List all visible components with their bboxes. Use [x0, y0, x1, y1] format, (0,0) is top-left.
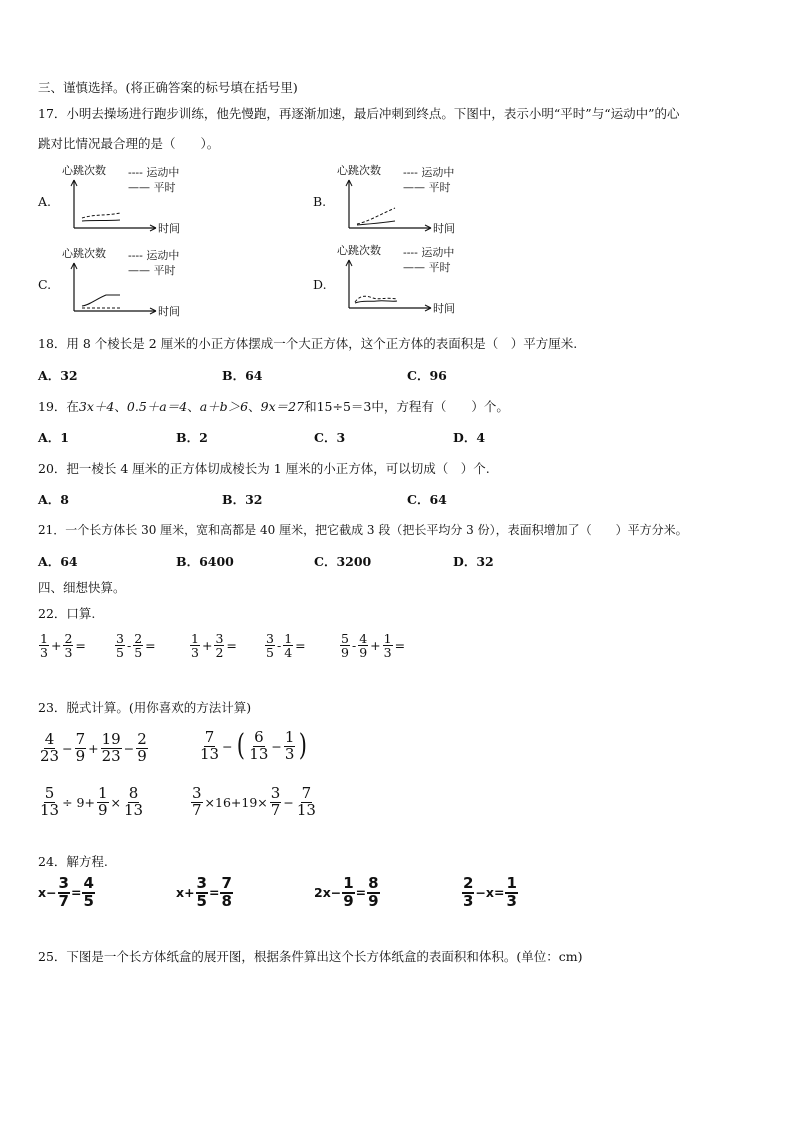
- q17-text-line2: 跳对比情况最合理的是（ ）。: [38, 136, 220, 151]
- fraction: $\frac{3}{5}$: [196, 874, 207, 910]
- q19-sep-4: 和: [304, 399, 317, 414]
- q18-option-c: C．96: [407, 368, 447, 383]
- q23-expr-1: $\frac{4}{23}$ − $\frac{7}{9}$ + $\frac{19}{23}$ − $\frac{2}{9}$: [40, 730, 147, 765]
- fraction: $\frac{19}{23}$: [101, 730, 121, 765]
- graph-d-legend-exercise: ---- 运动中: [403, 246, 455, 259]
- fraction: $\frac{3}{5}$: [116, 631, 124, 661]
- fraction: $\frac{1}{3}$: [284, 728, 295, 763]
- right-paren: ): [299, 728, 308, 764]
- fraction: $\frac{7}{8}$: [221, 874, 232, 910]
- q20-option-a: A．8: [38, 492, 69, 507]
- q17-graph-d: [335, 242, 485, 314]
- graph-b-legend-exercise: ---- 运动中: [403, 166, 455, 179]
- graph-a-legend-normal: —— 平时: [128, 181, 176, 194]
- left-paren: (: [236, 728, 245, 764]
- fraction: $\frac{3}{7}$: [192, 784, 202, 819]
- q24-eq-4: $\frac{2}{3}$ −x= $\frac{1}{3}$: [463, 874, 517, 910]
- q22-expr-1: $\frac{1}{3}$ + $\frac{2}{3}$ =: [40, 631, 86, 661]
- q19-option-d: D．4: [453, 430, 486, 445]
- q19-sep-3: 、: [248, 399, 261, 414]
- fraction: $\frac{2}{3}$: [64, 631, 73, 661]
- q21-option-c: C．3200: [314, 554, 372, 569]
- q17-option-a-label: A.: [38, 194, 52, 209]
- graph-c-ylabel: 心跳次数: [62, 247, 106, 260]
- fraction: $\frac{1}{9}$: [97, 784, 108, 819]
- q19-option-b: B．2: [176, 430, 208, 445]
- graph-d-ylabel: 心跳次数: [337, 244, 381, 257]
- q17-option-c-label: C.: [38, 277, 52, 292]
- q17-option-d-label: D.: [313, 277, 327, 292]
- q19-text: [38, 397, 509, 415]
- q17-option-b-label: B.: [313, 194, 327, 209]
- fraction: $\frac{1}{9}$: [343, 874, 354, 910]
- q21-option-a: A．64: [38, 554, 78, 569]
- fraction: $\frac{3}{2}$: [215, 631, 224, 661]
- fraction: $\frac{7}{9}$: [75, 730, 86, 765]
- q19-expr-4: 9x＝27: [260, 399, 305, 414]
- fraction: $\frac{3}{7}$: [58, 874, 69, 910]
- q22-expr-2: $\frac{3}{5}$ - $\frac{2}{5}$ =: [116, 631, 156, 661]
- q23-expr-2: $\frac{7}{13}$ − ( $\frac{6}{13}$ − $\frac{1}{3}$ ): [200, 728, 308, 764]
- fraction: $\frac{4}{5}$: [83, 874, 94, 910]
- graph-a-xlabel: 时间: [158, 222, 180, 234]
- fraction: $\frac{7}{13}$: [200, 728, 220, 763]
- graph-c-legend-normal: —— 平时: [128, 264, 176, 277]
- fraction: $\frac{1}{3}$: [506, 874, 517, 910]
- q17-text-line1: 17．小明去操场进行跑步训练，他先慢跑，再逐渐加速，最后冲刺到终点。下图中，表示小明“平时”与“运动中”的心: [38, 106, 680, 121]
- graph-a-ylabel: 心跳次数: [62, 164, 106, 177]
- section-3-title: 三、谨慎选择。(将正确答案的标号填在括号里): [38, 80, 298, 95]
- graph-c-xlabel: 时间: [158, 305, 180, 317]
- q23-expr-4: $\frac{3}{7}$ ×16+19× $\frac{3}{7}$ − $\frac{7}{13}$: [192, 784, 316, 819]
- q22-expr-5: $\frac{5}{9}$ - $\frac{4}{9}$ + $\frac{1}{3}$ =: [341, 631, 406, 661]
- fraction: $\frac{2}{9}$: [137, 730, 147, 765]
- fraction: $\frac{1}{3}$: [40, 631, 48, 661]
- q20-option-c: C．64: [407, 492, 447, 507]
- q21-option-b: B．6400: [176, 554, 234, 569]
- q20-option-b: B．32: [222, 492, 263, 507]
- q19-expr-2: 0.5＋a＝4: [126, 399, 188, 414]
- graph-c-legend-exercise: ---- 运动中: [128, 249, 180, 262]
- fraction: $\frac{5}{9}$: [341, 631, 349, 661]
- q22-expr-4: $\frac{3}{5}$ - $\frac{1}{4}$ =: [266, 631, 306, 661]
- fraction: $\frac{5}{13}$: [40, 784, 60, 819]
- fraction: $\frac{7}{13}$: [296, 784, 316, 819]
- graph-a-legend-exercise: ---- 运动中: [128, 166, 180, 179]
- q17-graph-c: [60, 245, 210, 317]
- fraction: $\frac{1}{3}$: [383, 631, 392, 661]
- fraction: $\frac{1}{4}$: [284, 631, 293, 661]
- graph-d-legend-normal: —— 平时: [403, 261, 451, 274]
- graph-c-exercise-line: [82, 295, 120, 306]
- q22-title: 22．口算.: [38, 606, 96, 621]
- fraction: $\frac{1}{3}$: [191, 631, 199, 661]
- q24-eq-2: x+ $\frac{3}{5}$ = $\frac{7}{8}$: [176, 874, 232, 910]
- q18-option-b: B．64: [222, 368, 263, 383]
- q24-eq-1: x− $\frac{3}{7}$ = $\frac{4}{5}$: [38, 874, 94, 910]
- q18-option-a: A．32: [38, 368, 78, 383]
- graph-a-normal-line: [82, 220, 120, 221]
- graph-b-xlabel: 时间: [433, 222, 455, 234]
- fraction: $\frac{2}{5}$: [134, 631, 143, 661]
- fraction: $\frac{3}{5}$: [266, 631, 274, 661]
- fraction: $\frac{8}{9}$: [368, 874, 379, 910]
- section-4-title: 四、细想快算。: [38, 580, 126, 595]
- q18-text: 18．用 8 个棱长是 2 厘米的小正方体摆成一个大正方体，这个正方体的表面积是（ ）平方厘米.: [38, 336, 578, 351]
- graph-d-normal-line: [355, 301, 397, 303]
- fraction: $\frac{8}{13}$: [124, 784, 144, 819]
- q19-sep-1: 、: [114, 399, 127, 414]
- q20-text: 20．把一棱长 4 厘米的正方体切成棱长为 1 厘米的小正方体，可以切成（ ）个.: [38, 461, 490, 476]
- graph-b-ylabel: 心跳次数: [337, 164, 381, 177]
- fraction: $\frac{2}{3}$: [463, 874, 474, 910]
- q19-expr-1: 3x＋4: [78, 399, 115, 414]
- q22-expr-3: $\frac{1}{3}$ + $\frac{3}{2}$ =: [191, 631, 237, 661]
- q19-expr-5: 15÷5＝3: [316, 399, 372, 414]
- q23-expr-3: $\frac{5}{13}$ ÷ 9+ $\frac{1}{9}$ × $\frac{8}{13}$: [40, 784, 144, 819]
- graph-d-xlabel: 时间: [433, 302, 455, 314]
- q19-option-c: C．3: [314, 430, 346, 445]
- graph-b-legend-normal: —— 平时: [403, 181, 451, 194]
- q24-title: 24．解方程.: [38, 854, 108, 869]
- q19-expr-3: a＋b＞6: [199, 399, 249, 414]
- q19-prefix: 19．在: [38, 399, 79, 414]
- q21-text: 21．一个长方体长 30 厘米，宽和高都是 40 厘米，把它截成 3 段（把长平均分 3 份），表面积增加了（ ）平方分米。: [38, 523, 688, 537]
- fraction: $\frac{4}{23}$: [40, 730, 60, 765]
- q23-title: 23．脱式计算。(用你喜欢的方法计算): [38, 700, 252, 715]
- q19-sep-2: 、: [187, 399, 200, 414]
- q19-option-a: A．1: [38, 430, 69, 445]
- q17-graph-b: [335, 162, 485, 234]
- graph-a-exercise-line: [82, 213, 120, 218]
- q19-suffix: 中，方程有（ ）个。: [371, 399, 509, 414]
- fraction: $\frac{6}{13}$: [249, 728, 269, 763]
- fraction: $\frac{4}{9}$: [359, 631, 368, 661]
- q25-text: 25．下图是一个长方体纸盒的展开图，根据条件算出这个长方体纸盒的表面积和体积。(单位：cm): [38, 949, 583, 964]
- q24-eq-3: 2x− $\frac{1}{9}$ = $\frac{8}{9}$: [314, 874, 379, 910]
- fraction: $\frac{3}{7}$: [270, 784, 281, 819]
- q21-option-d: D．32: [453, 554, 494, 569]
- graph-b-normal-line: [357, 221, 395, 225]
- q17-graph-a: [60, 162, 210, 234]
